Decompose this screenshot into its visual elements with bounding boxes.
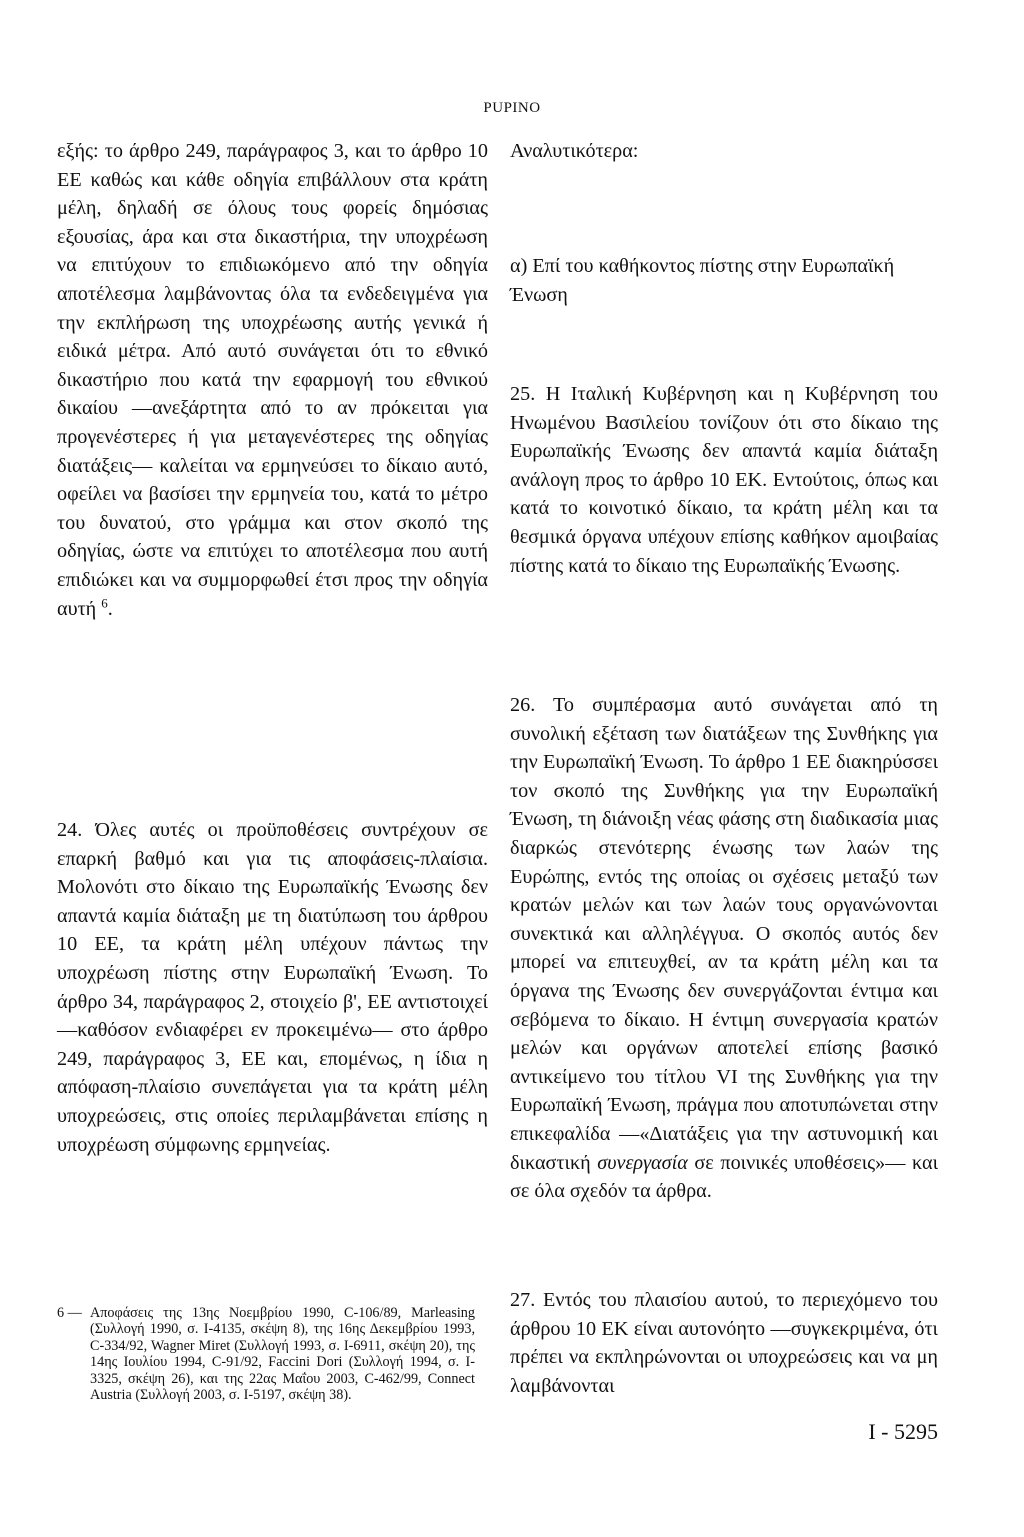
paragraph-25: 25. Η Ιταλική Κυβέρνηση και η Κυβέρνηση του Ηνωμένου Βασιλείου τονίζουν ότι στο δίκαιο της Ευρωπαϊκής Ένωσης δεν απαντά καμία διάταξη ανάλογη προς το άρθρο 10 ΕΚ. Εντούτοις, όπως και κατά το κοινοτικό δίκαιο, τα κράτη μέλη και τα θεσμικά όργανα υπέχουν επίσης καθήκον αμοιβαίας πίστης κατά το δίκαιο της Ευρωπαϊκής Ένωσης. xyxy=(510,383,938,577)
footnote-text: Αποφάσεις της 13ης Νοεμβρίου 1990, C-106/89, Marleasing (Συλλογή 1990, σ. I-4135, σκέψη 8), της 16ης Δεκεμβρίου 1993, C-334/92, Wagner Miret (Συλλογή 1993, σ. I-6911, σκέψη 20), της 14ης Ιουλίου 1994, C-91/92, Faccini Dori (Συλλογή 1994, σ. I-3325, σκέψη 26), και της 22ας Μαΐου 2003, C-462/99, Connect Austria (Συλλογή 2003, σ. I-5197, σκέψη 38). xyxy=(90,1305,475,1404)
footnote-marker: 6 — xyxy=(57,1305,82,1321)
footnote-reference: 6 xyxy=(101,594,108,610)
paragraph-intro xyxy=(57,137,488,623)
paragraph-26-text-a: 26. Το συμπέρασμα αυτό συνάγεται από τη συνολική εξέταση των διατάξεων της Συνθήκης για την Ευρωπαϊκή Ένωση. Το άρθρο 1 ΕΕ διακηρύσσει τον σκοπό της Συνθήκης για την Ευρωπαϊκή Ένωση, τη διάνοιξη νέας φάσης στη διαδικασία μιας διαρκώς στενότερης ένωσης των λαών της Ευρώπης, εντός της οποίας οι σχέσεις μεταξύ των κρατών μελών και των λαών τους οργανώνονται συνεκτικά και αλληλέγγυα. Ο σκοπός αυτός δεν μπορεί να επιτευχθεί, αν τα κράτη μέλη και τα όργανα της Ένωσης δεν συνεργάζονται έντιμα και σεβόμενα το δίκαιο. Η έντιμη συνεργασία κρατών μελών και οργάνων αποτελεί επίσης βασικό αντικείμενο του τίτλου VI της Συνθήκης για την Ευρωπαϊκή Ένωση, πράγμα που αποτυπώνεται στην επικεφαλίδα —«Διατάξεις για την αστυνομική και δικαστική xyxy=(510,694,938,1174)
running-header: PUPINO xyxy=(483,100,541,116)
paragraph-intro-text: εξής: το άρθρο 249, παράγραφος 3, και το άρθρο 10 ΕΕ καθώς και κάθε οδηγία επιβάλλουν στα κράτη μέλη, δηλαδή σε όλους τους φορείς δημόσιας εξουσίας, άρα και στα δικαστήρια, την υποχρέωση να επιτύχουν το επιδιωκόμενο από την οδηγία αποτέλεσμα λαμβάνοντας όλα τα ενδεδειγμένα για την εκπλήρωση της υποχρέωσης αυτής γενικά ή ειδικά μέτρα. Από αυτό συνάγεται ότι το εθνικό δικαστήριο που κατά την εφαρμογή του εθνικού δικαίου —ανεξάρτητα από το αν πρόκειται για προγενέστερες ή για μεταγενέστερες της οδηγίας διατάξεις— καλείται να ερμηνεύσει το δίκαιο αυτό, οφείλει να βασίσει την ερμηνεία του, κατά το μέτρο του δυνατού, στο γράμμα και στον σκοπό της οδηγίας, ώστε να επιτύχει το αποτέλεσμα που αυτή επιδιώκει και να συμμορφωθεί έτσι προς την οδηγία αυτή xyxy=(57,140,488,620)
paragraph-intro-end: . xyxy=(107,597,113,620)
paragraph-26-italic: συνεργασία xyxy=(597,1151,688,1174)
paragraph-26-text-b: σε ποινικές υποθέσεις»— και σε όλα σχεδόν τα άρθρα. xyxy=(510,1151,939,1203)
paragraph-27: 27. Εντός του πλαισίου αυτού, το περιεχόμενο του άρθρου 10 ΕΚ είναι αυτονόητο —συγκεκριμένα, ότι πρέπει να εκπληρώνονται οι υποχρεώσεις και να μη λαμβάνονται xyxy=(510,1289,938,1397)
paragraph-24: 24. Όλες αυτές οι προϋποθέσεις συντρέχουν σε επαρκή βαθμό και για τις αποφάσεις-πλαίσια. Μολονότι στο δίκαιο της Ευρωπαϊκής Ένωσης δεν απαντά καμία διάταξη με τη διατύπωση του άρθρου 10 ΕΕ, τα κράτη μέλη υπέχουν πάντως την υποχρέωση πίστης στην Ευρωπαϊκή Ένωση. Το άρθρο 34, παράγραφος 2, στοιχείο β', ΕΕ αντιστοιχεί —καθόσον ενδιαφέρει εν προκειμένω— στο άρθρο 249, παράγραφος 3, ΕΕ και, επομένως, η ίδια η απόφαση-πλαίσιο συνεπάγεται για τα κράτη μέλη υποχρεώσεις, στις οποίες περιλαμβάνεται επίσης η υποχρέωση σύμφωνης ερμηνείας. xyxy=(57,819,488,1156)
page-number: I - 5295 xyxy=(868,1419,938,1444)
paragraph-26 xyxy=(510,691,938,1206)
section-heading-a: α) Επί του καθήκοντος πίστης στην Ευρωπαϊκή Ένωση xyxy=(510,255,895,306)
section-heading-detail: Αναλυτικότερα: xyxy=(510,140,639,162)
